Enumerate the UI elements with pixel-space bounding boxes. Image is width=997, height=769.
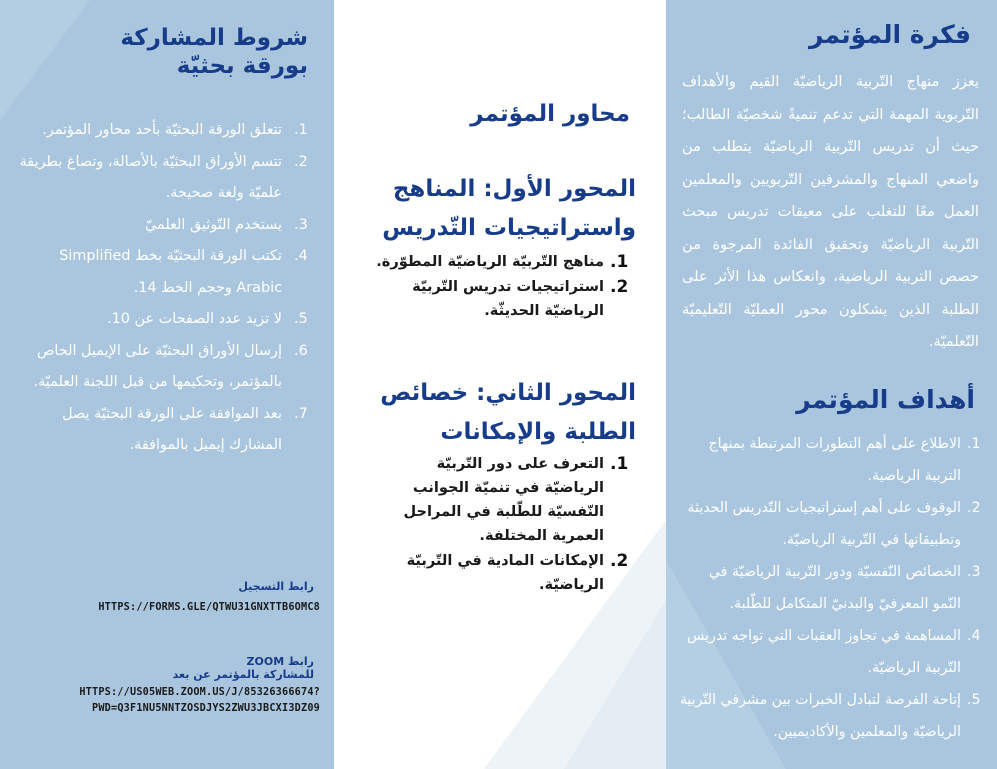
right-panel	[666, 0, 997, 769]
axis1-item	[374, 250, 632, 274]
registration-link[interactable]: HTTPS://FORMS.GLE/QTWU31GNXTTB6OMC8	[98, 602, 320, 613]
goals-list	[678, 428, 989, 748]
axis1-item	[374, 275, 632, 323]
title-line: شروط المشاركة	[120, 25, 308, 51]
title-line: بورقة بحثيّة	[176, 53, 308, 79]
left-panel	[0, 0, 334, 769]
goal-item	[678, 428, 989, 492]
axis1-list	[374, 250, 632, 324]
goal-text: الخصائص النّفسيّة ودور التّربية الرياضيّة في النّمو المعرفيّ والبدنيّ المتكامل للطّلبة.	[708, 564, 961, 612]
goal-number: 2.	[967, 500, 981, 516]
idea-text: يعزز منهاج التّربية الرياضيّة القيم والأهداف التّربوية المهمة التي تدعم تنميةً شخصيّة الطالب؛ حيث أن تدريس التّربية الرياضيّة يتطلب من واضعي المنهاج والمشرفين التّربويين والمعلمين العمل معًا للتغلب على معيقات تدريس مبحث التّربية الرياضيّة وتحقيق الفائدة المرجوة من حصص التربية الرياضية، وانعكاس هذا الأثر على الطلبة الذين يشكلون محور العمليّة التّعليميّة التّعلميّة.	[682, 73, 979, 350]
rule-item	[16, 147, 320, 210]
axis2-item	[400, 549, 632, 597]
rule-number: 3.	[294, 216, 308, 233]
goal-text: إتاحة الفرصة لتبادل الخبرات بين مشرفي التّربية الرياضيّة والمعلمين والأكاديميين.	[679, 692, 961, 740]
participation-title	[120, 24, 308, 80]
axis2-title: المحور الثاني: خصائص الطلبة والإمكانات	[380, 380, 636, 445]
axis2-item	[400, 452, 632, 548]
item-number: 1.	[610, 252, 629, 272]
axis1-title: المحور الأول: المناهج واستراتيجيات التّدريس	[382, 176, 636, 241]
item-text: الإمكانات المادية في التّربيّة الرياضيّة.	[406, 552, 604, 593]
rule-number: 2.	[294, 153, 308, 170]
rule-number: 7.	[294, 405, 308, 422]
rule-item	[16, 241, 320, 304]
item-number: 1.	[610, 454, 629, 474]
goals-title: أهداف المؤتمر	[796, 385, 975, 414]
item-text: التعرف على دور التّربيّة الرياضيّة في تنميّة الجوانب النّفسيّة للطّلبة في المراحل العمرية المختلفة.	[403, 455, 604, 544]
item-text: مناهج التّربيّة الرياضيّة المطوّرة.	[376, 253, 604, 270]
rule-item	[16, 336, 320, 399]
rule-item	[16, 304, 320, 336]
rule-number: 4.	[294, 248, 308, 264]
goal-item	[678, 620, 989, 684]
rule-item	[16, 115, 320, 147]
idea-title: فكرة المؤتمر	[808, 20, 971, 49]
rule-text: تتسم الأوراق البحثيّة بالأصالة، وتصاغ بطريقة علميّة ولغة صحيحة.	[19, 153, 282, 201]
rule-text: تكتب الورقة البحثيّة بخط Simplified Arabic وحجم الخط 14.	[59, 248, 282, 296]
rule-item	[16, 210, 320, 242]
rule-text: تتعلق الورقة البحثيّة بأحد محاور المؤتمر.	[42, 122, 282, 138]
axis2-list	[400, 452, 632, 598]
goal-item	[678, 492, 989, 556]
goal-text: الوقوف على أهم إستراتيجيات التّدريس الحديثة وتطبيقاتها في التّربية الرياضيّة.	[687, 500, 961, 548]
goal-text: الاطلاع على أهم التطورات المرتبطة بمنهاج التربية الرياضية.	[708, 436, 961, 484]
axes-title: محاور المؤتمر	[470, 101, 630, 127]
goal-item	[678, 556, 989, 620]
rule-text: يستخدم التّوثيق العلميّ	[145, 216, 282, 233]
goal-number: 5.	[967, 692, 981, 708]
goal-number: 1.	[967, 436, 981, 452]
rule-item	[16, 399, 320, 462]
goal-number: 3.	[967, 564, 981, 580]
goal-item	[678, 684, 989, 748]
goal-text: المساهمة في تجاوز العقبات التي تواجه تدريس التّربية الرياضيّة.	[686, 628, 961, 676]
goal-number: 4.	[967, 628, 981, 644]
rule-text: لا تزيد عدد الصفحات عن 10.	[107, 311, 282, 327]
item-number: 2.	[610, 551, 629, 571]
zoom-label-sub: للمشاركة بالمؤتمر عن بعد	[172, 668, 314, 681]
zoom-label: رابط ZOOM	[246, 655, 314, 668]
rule-text: بعد الموافقة على الورقة البحثيّة يصل المشارك إيميل بالموافقة.	[62, 405, 282, 453]
rule-number: 6.	[294, 342, 308, 359]
zoom-link-cont[interactable]: PWD=Q3F1NU5NNTZOSDJYS2ZWU3JBCXI3DZ09	[91, 703, 320, 714]
middle-panel	[334, 0, 666, 769]
zoom-link[interactable]: HTTPS://US05WEB.ZOOM.US/J/85326366674?	[79, 687, 320, 698]
registration-label: رابط التسجيل	[238, 580, 314, 593]
rules-list	[16, 115, 320, 462]
rule-number: 1.	[294, 122, 308, 138]
rule-text: إرسال الأوراق البحثيّة على الإيميل الخاص بالمؤتمر، وتحكيمها من قبل اللجنة العلميّة.	[33, 342, 282, 390]
item-number: 2.	[610, 277, 629, 297]
item-text: استراتيجيات تدريس التّربيّة الرياضيّة الحديثّة.	[412, 278, 604, 319]
rule-number: 5.	[294, 311, 308, 327]
